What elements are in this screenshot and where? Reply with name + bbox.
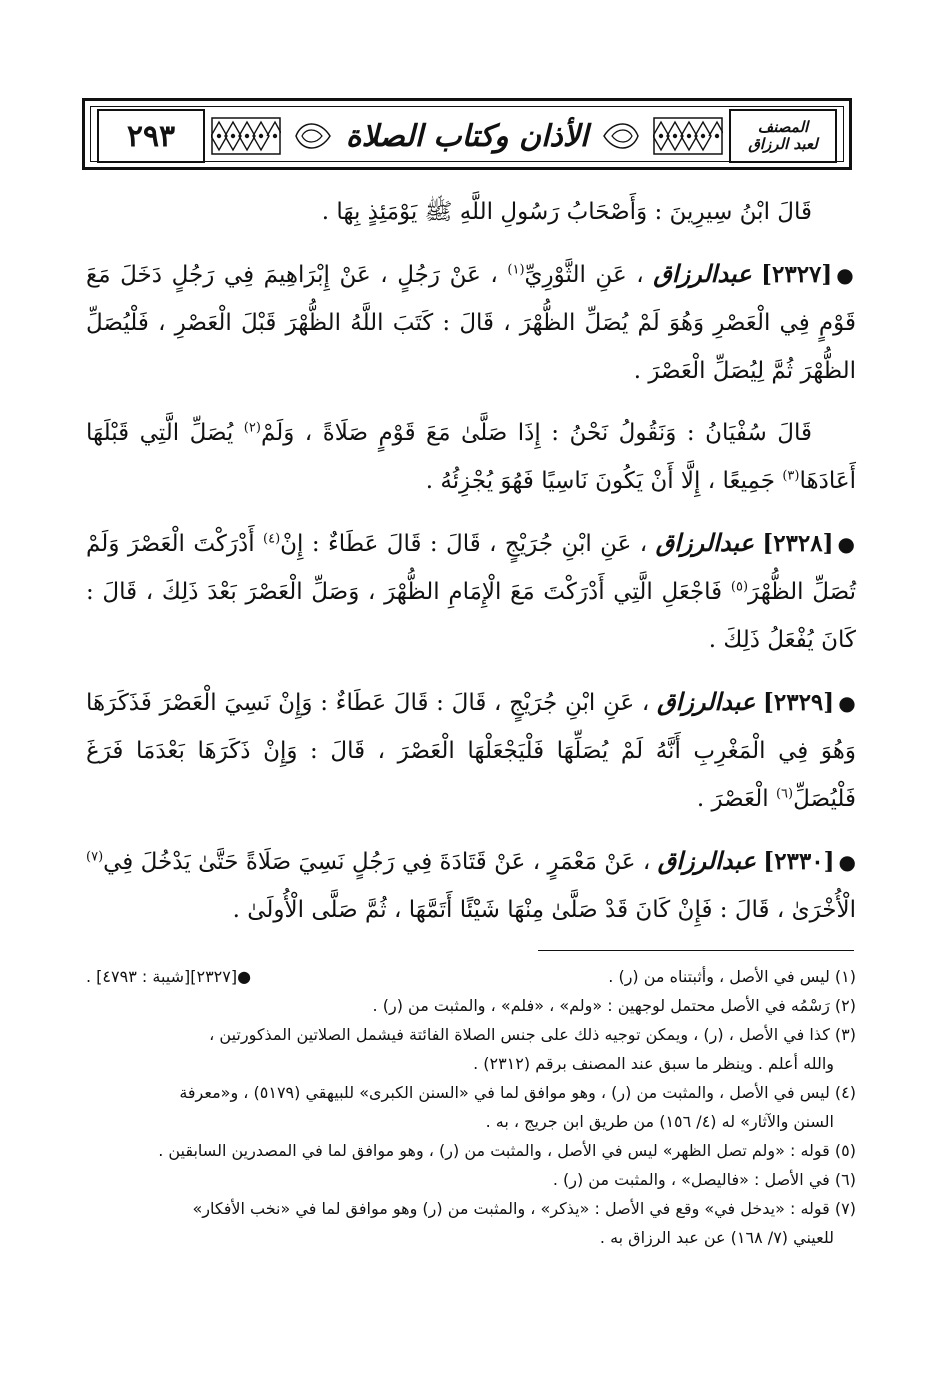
book-logo-line2: لعبد الرزاق bbox=[748, 135, 818, 153]
paragraph-text: يُصَلِّ الَّتِي قَبْلَهَا أَعَادَهَا bbox=[86, 420, 856, 494]
book-logo bbox=[748, 119, 818, 153]
book-logo-line1: المصنف bbox=[757, 118, 809, 136]
author-name: عبدالرزاق bbox=[657, 846, 756, 875]
footnote-7-continued: للعيني (٧/ ١٦٨) عن عبد الرزاق به . bbox=[599, 1228, 834, 1247]
header-frame bbox=[90, 106, 844, 162]
bullet-marker: ● bbox=[837, 532, 857, 556]
running-title: الأذان وكتاب الصلاة bbox=[345, 118, 589, 154]
paragraph-text: قَالَ سُفْيَانُ : وَنَقُولُ نَحْنُ : إِذَا صَلَّىٰ مَعَ قَوْمٍ صَلَاةً ، وَلَمْ bbox=[260, 420, 812, 446]
footnotes bbox=[86, 962, 856, 1252]
paragraph-sufyan bbox=[86, 409, 856, 505]
footnote-2: (٢) رَسْمُه في الأصل محتمل لوجهين : «ولم» ، «فلم» ، والمثبت من (ر) . bbox=[372, 996, 856, 1015]
footnote-row-first bbox=[86, 962, 856, 991]
footnote-ref: (١) bbox=[507, 262, 525, 278]
footnote-6: (٦) في الأصل : «فاليصل» ، والمثبت من (ر) . bbox=[552, 1170, 856, 1189]
hadith-text: الْعَصْرَ . bbox=[696, 786, 769, 812]
author-name: عبدالرزاق bbox=[657, 687, 756, 716]
footnote-4: (٤) ليس في الأصل ، والمثبت من (ر) ، وهو موافق لما في «السنن الكبرى» للبيهقي (٥١٧٩) ، و«معرفة bbox=[179, 1083, 856, 1102]
source-reference: ●[٢٣٢٧][شيبة : ٤٧٩٣] . bbox=[86, 967, 252, 986]
footnote-ref: (٢) bbox=[243, 420, 261, 436]
footnote-3-continued: والله أعلم . وينظر ما سبق عند المصنف برقم (٢٣١٢) . bbox=[473, 1054, 834, 1073]
hadith-text: ، عَنِ الثَّوْرِيِّ bbox=[524, 262, 644, 288]
ornament-pattern-left bbox=[211, 117, 281, 155]
author-name: عبدالرزاق bbox=[653, 259, 752, 288]
footnote-7: (٧) قوله : «يدخل في» وقع في الأصل : «يذكر» ، والمثبت من (ر) وهو موافق لما في «نخب الأفكار» bbox=[192, 1199, 856, 1218]
running-title-box bbox=[287, 109, 647, 163]
hadith-number: [٢٣٣٠] bbox=[763, 848, 835, 875]
bullet-marker: ● bbox=[838, 850, 856, 874]
hadith-number: [٢٣٢٩] bbox=[762, 689, 835, 716]
hadith-text: ، عَنِ ابْنِ جُرَيْجٍ ، قَالَ : قَالَ عَطَاءٌ : إِنْ bbox=[280, 531, 648, 557]
footnote-ref: (٣) bbox=[782, 468, 800, 484]
hadith-text: أَدْرَكْتَ الْعَصْرَ وَلَمْ تُصَلِّ الظُّهْرَ bbox=[86, 531, 857, 605]
page-number: ٢٩٣ bbox=[126, 118, 176, 154]
hadith-2327 bbox=[86, 250, 856, 395]
paragraph-text: جَمِيعًا ، إِلَّا أَنْ يَكُونَ نَاسِيًا فَهُوَ يُجْزِئُهُ . bbox=[425, 468, 776, 494]
footnote-1: (١) ليس في الأصل ، وأثبتناه من (ر) . bbox=[608, 967, 856, 986]
main-text bbox=[86, 188, 856, 948]
footnote-ref: (٦) bbox=[775, 786, 794, 802]
bullet-marker: ● bbox=[836, 263, 857, 287]
hadith-text: ، عَنْ مَعْمَرٍ ، عَنْ قَتَادَةَ فِي رَجُلٍ نَسِيَ صَلَاةً حَتَّىٰ يَدْخُلَ فِي bbox=[103, 849, 651, 875]
page-header bbox=[82, 98, 852, 170]
hadith-text: ، عَنْ رَجُلٍ ، عَنْ إِبْرَاهِيمَ فِي رَجُلٍ دَخَلَ مَعَ قَوْمٍ فِي الْعَصْرِ وَهُوَ لَمْ يُصَلِّ الظُّهْرَ ، قَالَ : كَتَبَ اللَّهُ الظُّهْرَ قَبْلَ الْعَصْرِ ، فَلْيُصَلِّ الظُّهْرَ ثُمَّ لِيُصَلِّ الْعَصْرَ . bbox=[86, 262, 856, 384]
footnote-3: (٣) كذا في الأصل ، (ر) ، ويمكن توجيه ذلك على جنس الصلاة الفائتة فيشمل الصلاتين المذكورتين ، bbox=[209, 1025, 856, 1044]
paragraph-ibn-sirin bbox=[86, 188, 856, 236]
hadith-2328 bbox=[86, 519, 856, 664]
author-name: عبدالرزاق bbox=[655, 528, 754, 557]
footnote-divider bbox=[538, 950, 854, 951]
hadith-2330 bbox=[86, 837, 856, 934]
hadith-text: ، عَنِ ابْنِ جُرَيْجٍ ، قَالَ : قَالَ عَطَاءٌ : وَإِنْ نَسِيَ الْعَصْرَ فَذَكَرَهَا وَهُوَ فِي الْمَغْرِبِ أَنَّهُ لَمْ يُصَلِّهَا فَلْيَجْعَلْهَا الْعَصْرَ ، قَالَ : وَإِنْ ذَكَرَهَا بَعْدَمَا فَرَغَ فَلْيُصَلِّ bbox=[86, 690, 856, 812]
paragraph-text: قَالَ ابْنُ سِيرِينَ : وَأَصْحَابُ رَسُولِ اللَّهِ ﷺ يَوْمَئِذٍ بِهَا . bbox=[321, 199, 812, 225]
ornament-pattern-right bbox=[653, 117, 723, 155]
hadith-number: [٢٣٢٨] bbox=[762, 530, 834, 557]
footnote-5: (٥) قوله : «ولم تصل الظهر» ليس في الأصل ، والمثبت من (ر) ، وهو موافق لما في المصدرين السابقين . bbox=[158, 1141, 856, 1160]
hadith-2329 bbox=[86, 678, 856, 823]
title-ornament-left bbox=[292, 118, 332, 154]
hadith-text: الْأُخْرَىٰ ، قَالَ : فَإِنْ كَانَ قَدْ صَلَّىٰ مِنْهَا شَيْئًا أَتَمَّهَا ، ثُمَّ صَلَّى الْأُولَىٰ . bbox=[232, 897, 856, 923]
bullet-marker: ● bbox=[838, 691, 857, 715]
book-logo-cartouche bbox=[729, 109, 837, 163]
footnote-ref: (٥) bbox=[730, 579, 749, 595]
footnote-4-continued: السنن والآثار» له (٤/ ١٥٦) من طريق ابن جريج ، به . bbox=[485, 1112, 834, 1131]
page-number-cartouche bbox=[97, 109, 205, 163]
hadith-text: فَاجْعَلِ الَّتِي أَدْرَكْتَ مَعَ الْإِمَامِ الظُّهْرَ ، وَصَلِّ الْعَصْرَ بَعْدَ ذَلِكَ ، قَالَ : كَانَ يُفْعَلُ ذَلِكَ . bbox=[86, 579, 856, 653]
footnote-ref: (٤) bbox=[263, 531, 281, 547]
hadith-number: [٢٣٢٧] bbox=[761, 261, 833, 288]
footnote-ref: (٧) bbox=[86, 849, 104, 865]
title-ornament-right bbox=[602, 118, 642, 154]
